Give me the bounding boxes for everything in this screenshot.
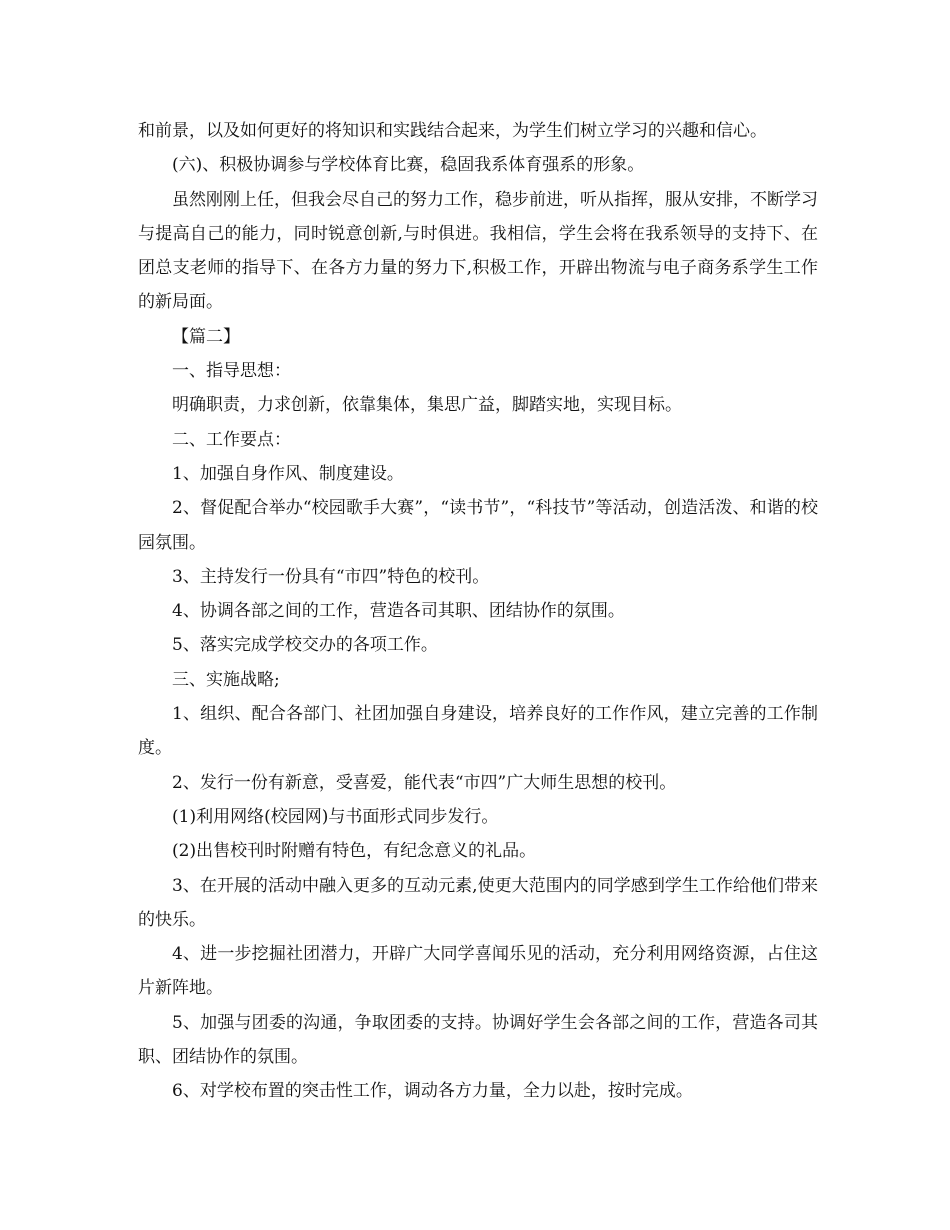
section-heading: 【篇二】 <box>172 326 240 347</box>
list-item: 5、加强与团委的沟通，争取团委的支持。协调好学生会各部之间的工作，营造各司其职、团结协作的氛围。 <box>138 1012 818 1068</box>
paragraph-continuation: 和前景，以及如何更好的将知识和实践结合起来，为学生们树立学习的兴趣和信心。 <box>138 121 767 141</box>
document-body <box>138 114 818 1109</box>
list-item: 2、督促配合举办“校园歌手大赛”，“读书节”，“科技节”等活动，创造活泼、和谐的校园氛围。 <box>138 498 818 553</box>
list-item: 3、在开展的活动中融入更多的互动元素,使更大范围内的同学感到学生工作给他们带来的快乐。 <box>138 875 818 930</box>
subheading-work-points: 二、工作要点： <box>172 429 291 450</box>
paragraph-guiding-thought: 明确职责，力求创新，依靠集体，集思广益，脚踏实地，实现目标。 <box>172 395 682 416</box>
paragraph-item-six: (六)、积极协调参与学校体育比赛，稳固我系体育强系的形象。 <box>172 155 645 176</box>
list-item: 1、加强自身作风、制度建设。 <box>172 463 404 484</box>
list-item: 4、协调各部之间的工作，营造各司其职、团结协作的氛围。 <box>172 601 625 622</box>
list-item: 3、主持发行一份具有“市四”特色的校刊。 <box>172 566 490 587</box>
list-item: 5、落实完成学校交办的各项工作。 <box>172 635 438 656</box>
list-item: 6、对学校布置的突击性工作，调动各方力量，全力以赴，按时完成。 <box>172 1081 693 1102</box>
list-item: 4、进一步挖掘社团潜力，开辟广大同学喜闻乐见的活动，充分利用网络资源，占住这片新阵地。 <box>138 944 818 999</box>
list-subitem: (1)利用网络(校园网)与书面形式同步发行。 <box>172 806 499 827</box>
subheading-strategy: 三、实施战略; <box>172 669 280 690</box>
list-item: 1、组织、配合各部门、社团加强自身建设，培养良好的工作作风，建立完善的工作制度。 <box>138 704 818 759</box>
subheading-guiding-thought: 一、指导思想： <box>172 361 291 382</box>
paragraph-closing: 虽然刚刚上任，但我会尽自己的努力工作，稳步前进，听从指挥，服从安排，不断学习与提高自己的能力，同时锐意创新,与时俱进。我相信，学生会将在我系领导的支持下、在团总支老师的指导下、在各方力量的努力下,积极工作，开辟出物流与电子商务系学生工作的新局面。 <box>138 189 818 313</box>
list-subitem: (2)出售校刊时附赠有特色，有纪念意义的礼品。 <box>172 841 537 862</box>
list-item: 2、发行一份有新意，受喜爱，能代表“市四”广大师生思想的校刊。 <box>172 772 677 793</box>
